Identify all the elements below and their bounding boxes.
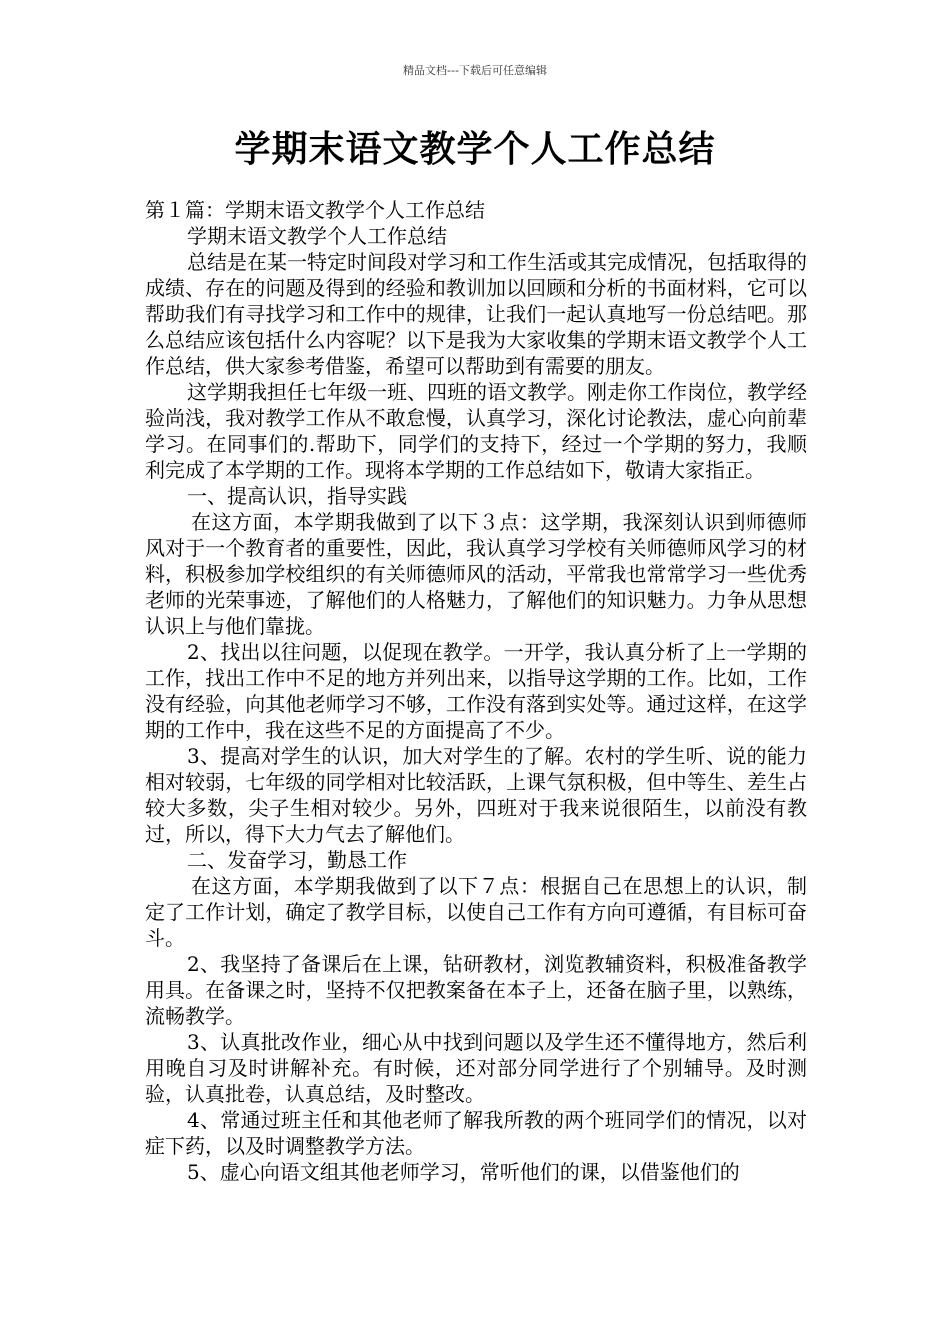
paragraph: 3、提高对学生的认识，加大对学生的了解。农村的学生听、说的能力相对较弱，七年级的同学相对比较活跃，上课气氛积极，但中等生、差生占较大多数，尖子生相对较少。另外，四班对于我来说很陌生，以前没有教过，所以，得下大力气去了解他们。 <box>145 744 807 846</box>
page-header-note: 精品文档---下载后可任意编辑 <box>403 64 547 77</box>
chapter-heading: 第１篇：学期末语文教学个人工作总结 <box>145 198 485 222</box>
document-subtitle: 学期末语文教学个人工作总结 <box>187 224 447 248</box>
paragraph: 在这方面，本学期我做到了以下７点：根据自己在思想上的认识，制定了工作计划，确定了教学目标，以使自己工作有方向可遵循，有目标可奋斗。 <box>145 874 807 950</box>
paragraph: 3、认真批改作业，细心从中找到问题以及学生还不懂得地方，然后利用晚自习及时讲解补充。有时候，还对部分同学进行了个别辅导。及时测验，认真批卷，认真总结，及时整改。 <box>145 1030 807 1106</box>
paragraph: 5、虚心向语文组其他老师学习，常听他们的课，以借鉴他们的 <box>187 1160 740 1184</box>
paragraph: 4、常通过班主任和其他老师了解我所教的两个班同学们的情况，以对症下药，以及时调整教学方法。 <box>145 1108 807 1158</box>
section-heading: 一、提高认识，指导实践 <box>187 484 407 508</box>
document-body <box>145 197 807 1185</box>
paragraph: 2、我坚持了备课后在上课，钻研教材，浏览教辅资料，积极准备教学用具。在备课之时，坚持不仅把教案备在本子上，还备在脑子里，以熟练，流畅教学。 <box>145 952 807 1028</box>
paragraph: 这学期我担任七年级一班、四班的语文教学。刚走你工作岗位，教学经验尚浅，我对教学工作从不敢怠慢，认真学习，深化讨论教法，虚心向前辈学习。在同事们的.帮助下，同学们的支持下，经过一个学期的努力，我顺利完成了本学期的工作。现将本学期的工作总结如下，敬请大家指正。 <box>145 380 807 482</box>
paragraph: 在这方面，本学期我做到了以下３点：这学期，我深刻认识到师德师风对于一个教育者的重要性，因此，我认真学习学校有关师德师风学习的材料，积极参加学校组织的有关师德师风的活动，平常我也常常学习一些优秀老师的光荣事迹，了解他们的人格魅力，了解他们的知识魅力。力争从思想认识上与他们靠拢。 <box>145 510 807 638</box>
section-heading: 二、发奋学习，勤恳工作 <box>187 848 407 872</box>
document-title: 学期末语文教学个人工作总结 <box>234 129 716 170</box>
paragraph: 总结是在某一特定时间段对学习和工作生活或其完成情况，包括取得的成绩、存在的问题及得到的经验和教训加以回顾和分析的书面材料，它可以帮助我们有寻找学习和工作中的规律，让我们一起认真地写一份总结吧。那么总结应该包括什么内容呢？以下是我为大家收集的学期末语文教学个人工作总结，供大家参考借鉴，希望可以帮助到有需要的朋友。 <box>145 250 807 378</box>
paragraph: 2、找出以往问题，以促现在教学。一开学，我认真分析了上一学期的工作，找出工作中不足的地方并列出来，以指导这学期的工作。比如，工作没有经验，向其他老师学习不够，工作没有落到实处等。通过这样，在这学期的工作中，我在这些不足的方面提高了不少。 <box>145 640 807 742</box>
